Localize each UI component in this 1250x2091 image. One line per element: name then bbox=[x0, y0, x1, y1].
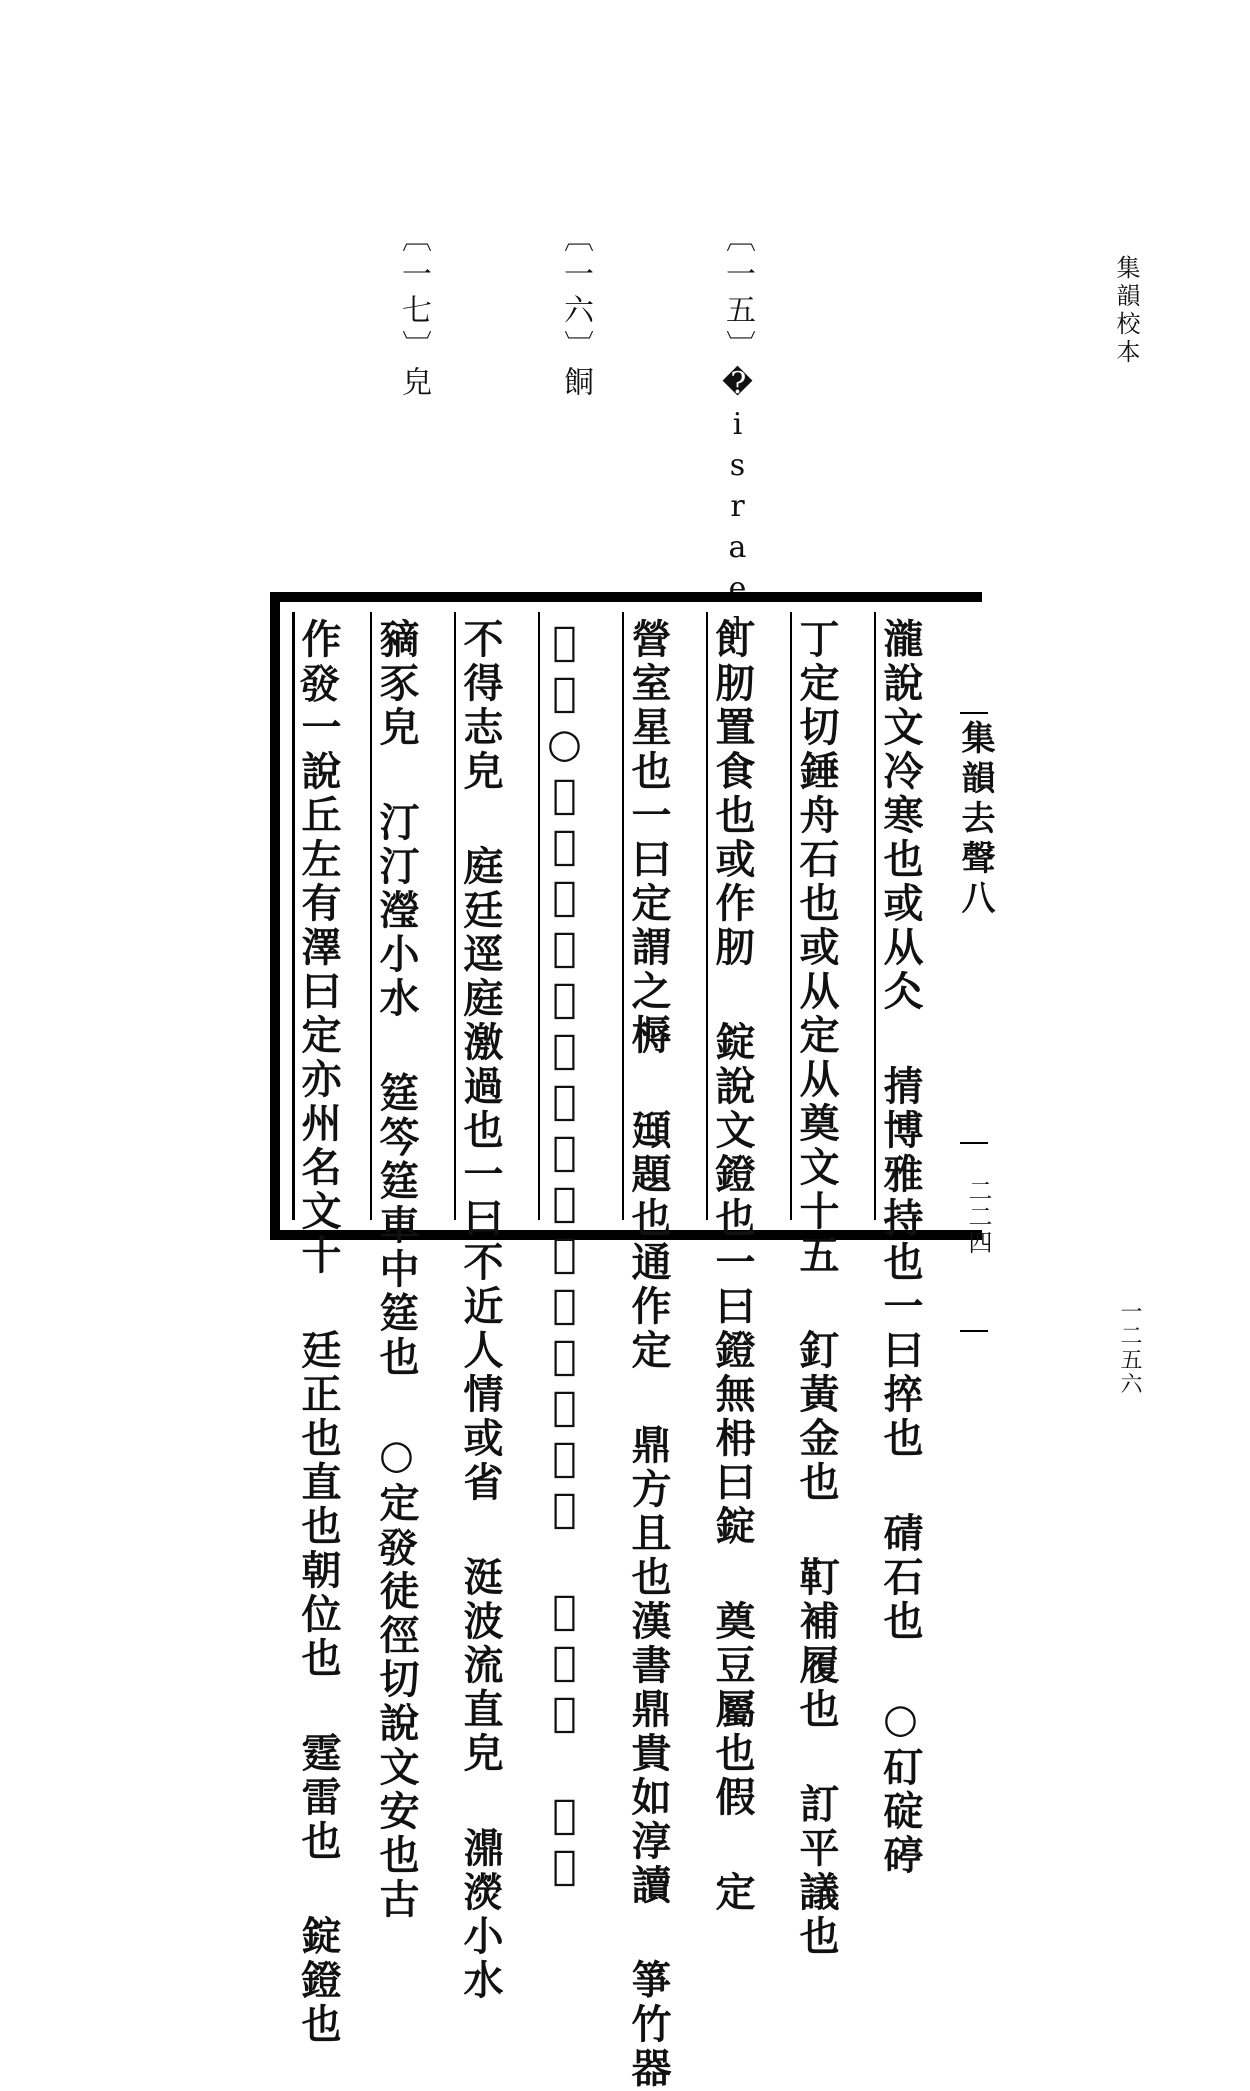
column-rule bbox=[706, 612, 708, 1220]
margin-rule bbox=[960, 712, 988, 714]
block-title: 集韻去聲八 bbox=[955, 720, 995, 920]
page-number: 一二五六 bbox=[1117, 1300, 1142, 1396]
column-rule bbox=[790, 612, 792, 1220]
text-column-4: 營室星也一曰定謂之槈 頲題也通作定 鼎方且也漢書鼎貴如淳讀 箏竹器 bbox=[625, 618, 672, 2091]
column-rule bbox=[622, 612, 624, 1220]
margin-rule bbox=[960, 1142, 988, 1144]
text-column-7: 豴豕皃 汀汀瀅小水 筳笒筳車中筳也 ○定𤼲徒徑切說文安也古 bbox=[373, 618, 420, 1922]
column-rule bbox=[370, 612, 372, 1220]
text-column-5: 𣗊餇○聽脡他定切說文聆也古作脡文十一 侹直也 忊懜 bbox=[541, 618, 588, 1893]
column-rule bbox=[538, 612, 540, 1220]
column-rule bbox=[874, 612, 876, 1220]
column-rule bbox=[454, 612, 456, 1220]
collation-note-17: 〔一七〕皃 bbox=[396, 222, 431, 402]
collation-note-16: 〔一六〕餇 bbox=[558, 222, 593, 402]
text-column-2: 丁定切錘舟石也或从定从奠文十五 釘黃金也 靪補履也 訂平議也 bbox=[793, 618, 840, 1959]
collation-note-15: 〔一五〕�israel bbox=[720, 222, 755, 653]
block-leaf-number: 二二四 bbox=[964, 1178, 992, 1256]
text-column-6: 不得志皃 庭廷逕庭激過也一曰不近人情或省 涏波流直皃 濎濙小水 bbox=[457, 618, 504, 2003]
text-column-8: 作𤼲一說丘左有澤曰定亦州名文十 廷正也直也朝位也 霆雷也 錠鐙也 bbox=[295, 618, 342, 2047]
margin-rule bbox=[960, 1330, 988, 1332]
running-head: 集韻校本 bbox=[1112, 255, 1140, 367]
text-column-3: 飣肕置食也或作肕 錠說文鐙也一曰鐙無枏曰錠 奠豆屬也假 定 bbox=[709, 618, 756, 1915]
text-column-1: 瀧說文冷寒也或从仌 掅博雅持也一曰捽也 碃石也 ○矴碇碠 bbox=[877, 618, 924, 1878]
